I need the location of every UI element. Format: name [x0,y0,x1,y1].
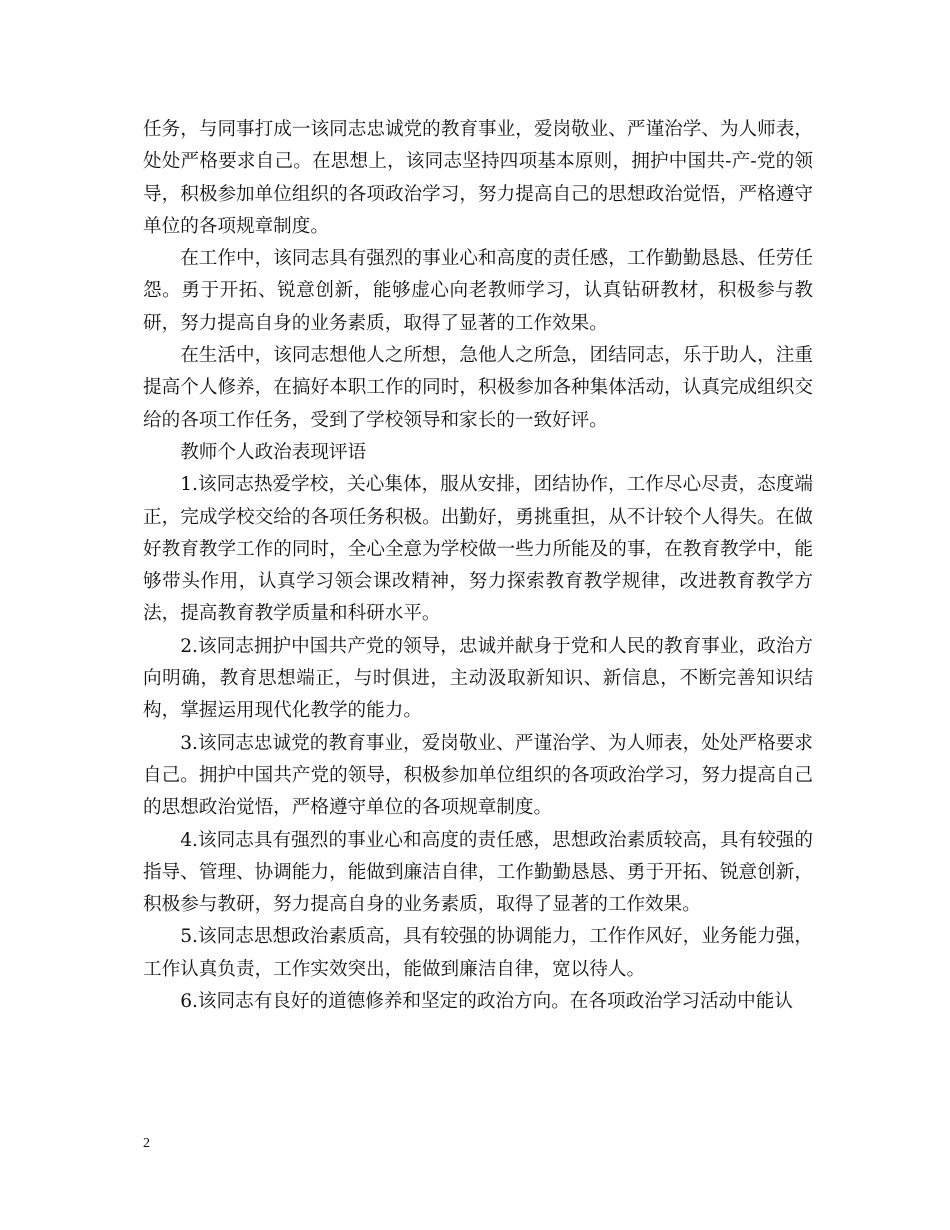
list-item-3: 3.该同志忠诚党的教育事业，爱岗敬业、严谨治学、为人师表，处处严格要求自己。拥护中国共产党的领导，积极参加单位组织的各项政治学习，努力提高自己的思想政治觉悟，严格遵守单位的各项规章制度。 [143,732,813,819]
list-item-1: 1.该同志热爱学校，关心集体，服从安排，团结协作，工作尽心尽责，态度端正，完成学校交给的各项任务积极。出勤好，勇挑重担，从不计较个人得失。在做好教育教学工作的同时，全心全意为学校做一些力所能及的事，在教育教学中，能够带头作用，认真学习领会课改精神，努力探索教育教学规律，改进教育教学方法，提高教育教学质量和科研水平。 [143,474,813,625]
paragraph-1: 任务，与同事打成一该同志忠诚党的教育事业，爱岗敬业、严谨治学、为人师表，处处严格要求自己。在思想上，该同志坚持四项基本原则，拥护中国共-产-党的领导，积极参加单位组织的各项政治学习，努力提高自己的思想政治觉悟，严格遵守单位的各项规章制度。 [143,119,813,237]
list-item-6: 6.该同志有良好的道德修养和坚定的政治方向。在各项政治学习活动中能认 [180,991,793,1013]
document-body [143,114,813,1018]
list-item-4: 4.该同志具有强烈的事业心和高度的责任感，思想政治素质较高，具有较强的指导、管理、协调能力，能做到廉洁自律，工作勤勤恳恳、勇于开拓、锐意创新，积极参与教研，努力提高自身的业务素质，取得了显著的工作效果。 [143,829,813,916]
list-item-2: 2.该同志拥护中国共产党的领导，忠诚并献身于党和人民的教育事业，政治方向明确，教育思想端正，与时俱进，主动汲取新知识、新信息，不断完善知识结构，掌握运用现代化教学的能力。 [143,635,813,722]
section-heading: 教师个人政治表现评语 [180,441,367,463]
paragraph-3: 在生活中，该同志想他人之所想，急他人之所急，团结同志，乐于助人，注重提高个人修养，在搞好本职工作的同时，积极参加各种集体活动，认真完成组织交给的各项工作任务，受到了学校领导和家长的一致好评。 [143,345,813,431]
paragraph-2: 在工作中，该同志具有强烈的事业心和高度的责任感，工作勤勤恳恳、任劳任怨。勇于开拓、锐意创新，能够虚心向老教师学习，认真钻研教材，积极参与教研，努力提高自身的业务素质，取得了显著的工作效果。 [143,248,813,334]
page-number: 2 [143,1136,150,1151]
list-item-5: 5.该同志思想政治素质高，具有较强的协调能力，工作作风好，业务能力强，工作认真负责，工作实效突出，能做到廉洁自律，宽以待人。 [143,926,813,980]
